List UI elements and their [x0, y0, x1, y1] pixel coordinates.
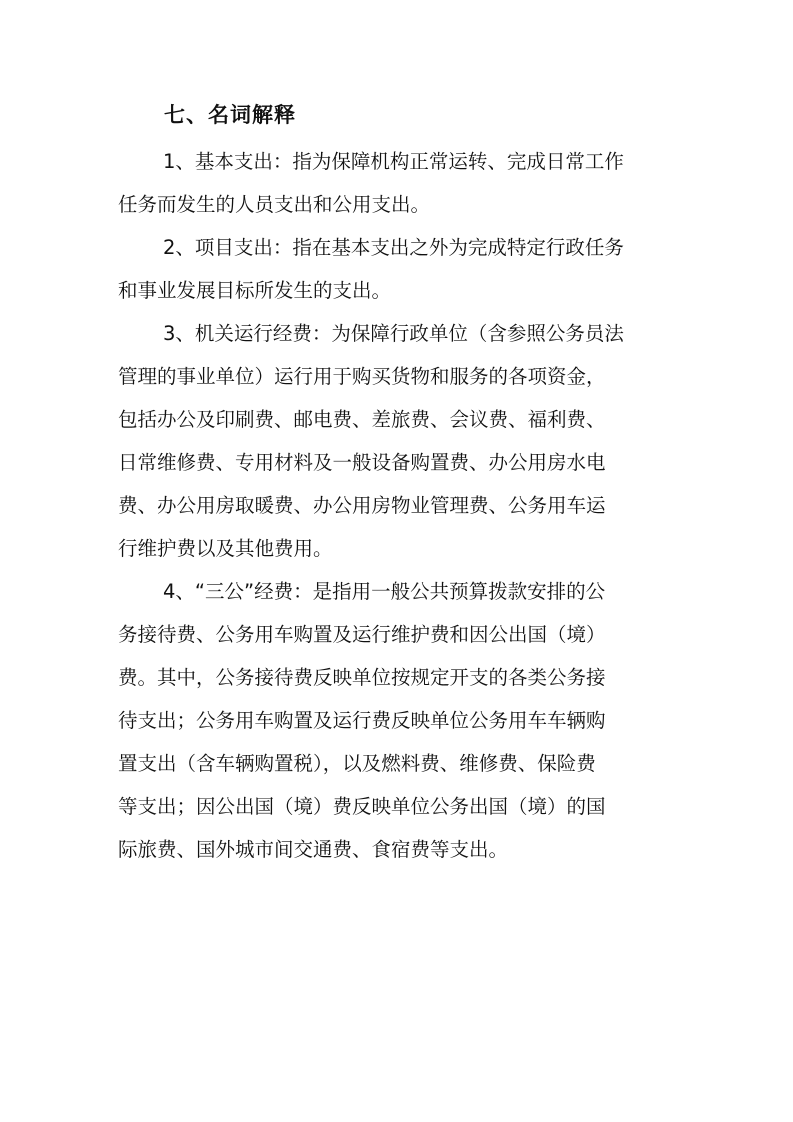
- paragraph-1-line-2: 任务而发生的人员支出和公用支出。: [118, 193, 431, 216]
- paragraph-4-line-2: 务接待费、公务用车购置及运行维护费和因公出国（境）: [118, 623, 606, 646]
- paragraph-3-line-6: 行维护费以及其他费用。: [118, 537, 333, 560]
- paragraph-4-line-6: 等支出；因公出国（境）费反映单位公务出国（境）的国: [118, 795, 606, 818]
- paragraph-3-line-1: 3、机关运行经费：为保障行政单位（含参照公务员法: [163, 322, 624, 345]
- paragraph-3-line-3: 包括办公及印刷费、邮电费、差旅费、会议费、福利费、: [118, 408, 606, 431]
- paragraph-4-line-1: 4、“三公”经费：是指用一般公共预算拨款安排的公: [163, 580, 606, 603]
- section-title: 七、名词解释: [164, 103, 296, 127]
- paragraph-3-line-2: 管理的事业单位）运行用于购买货物和服务的各项资金，: [118, 365, 606, 388]
- paragraph-1-line-1: 1、基本支出：指为保障机构正常运转、完成日常工作: [163, 150, 624, 173]
- paragraph-2-line-2: 和事业发展目标所发生的支出。: [118, 279, 392, 302]
- paragraph-3-line-5: 费、办公用房取暖费、办公用房物业管理费、公务用车运: [118, 494, 606, 517]
- paragraph-4-line-4: 待支出；公务用车购置及运行费反映单位公务用车车辆购: [118, 709, 606, 732]
- paragraph-3-line-4: 日常维修费、专用材料及一般设备购置费、办公用房水电: [118, 451, 606, 474]
- paragraph-2-line-1: 2、项目支出：指在基本支出之外为完成特定行政任务: [163, 236, 624, 259]
- paragraph-4-line-5: 置支出（含车辆购置税），以及燃料费、维修费、保险费: [118, 752, 596, 775]
- paragraph-4-line-3: 费。其中，公务接待费反映单位按规定开支的各类公务接: [118, 666, 606, 689]
- paragraph-4-line-7: 际旅费、国外城市间交通费、食宿费等支出。: [118, 838, 509, 861]
